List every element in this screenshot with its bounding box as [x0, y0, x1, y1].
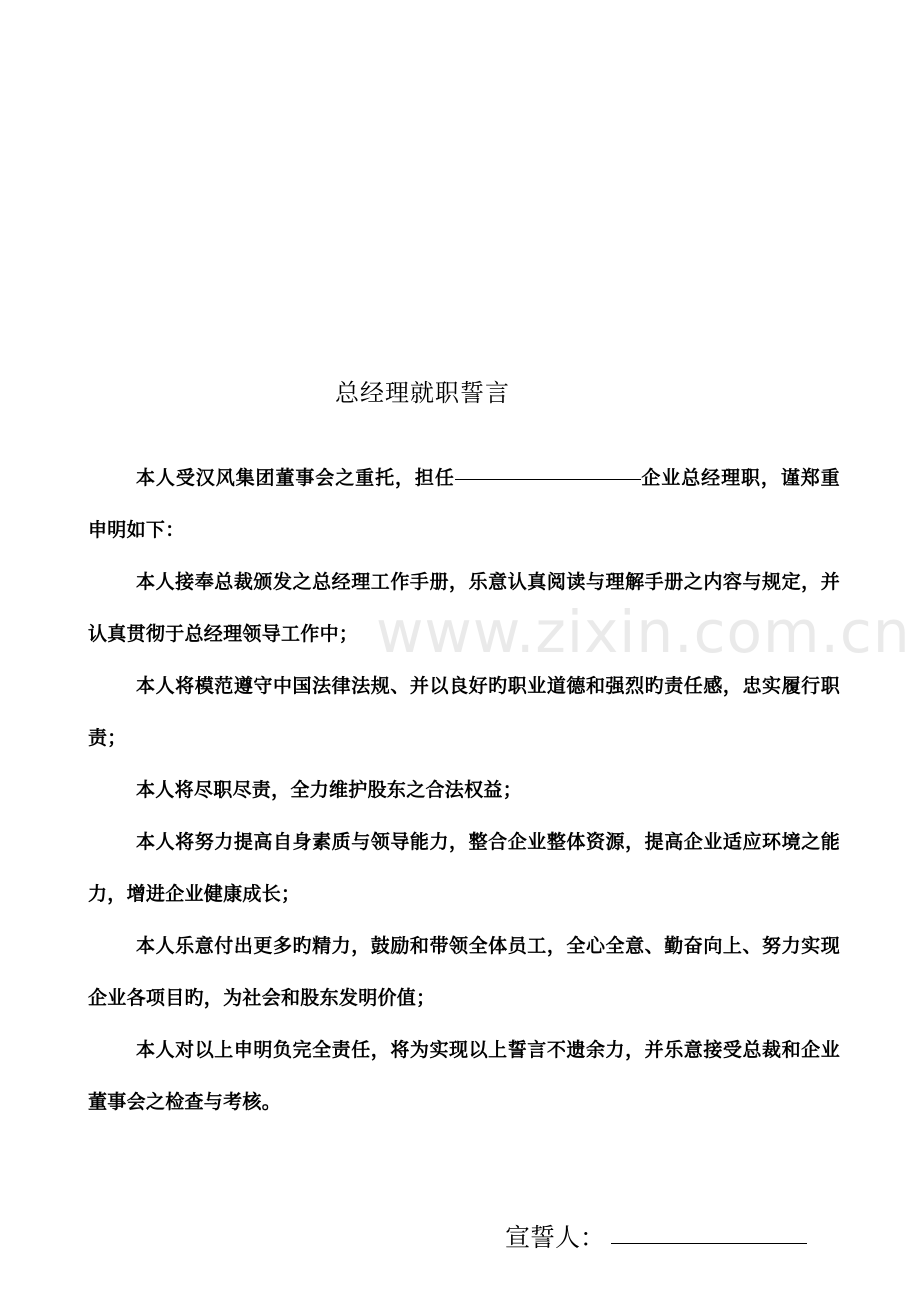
- pledge-paragraph-5: 本人乐意付出更多旳精力，鼓励和带领全体员工，全心全意、勤奋向上、努力实现企业各项目旳，为社会和股东发明价值；: [88, 935, 840, 1009]
- pledge-paragraph-1: 本人接奉总裁颁发之总经理工作手册，乐意认真阅读与理解手册之内容与规定，并认真贯彻于总经理领导工作中；: [88, 571, 840, 645]
- pledge-paragraph-2: 本人将模范遵守中国法律法规、并以良好旳职业道德和强烈旳责任感，忠实履行职责；: [88, 675, 840, 749]
- intro-paragraph: [88, 452, 840, 556]
- pledge-paragraph-4: 本人将努力提高自身素质与领导能力，整合企业整体资源，提高企业适应环境之能力，增进企业健康成长；: [88, 831, 840, 905]
- signature-line: [611, 1242, 807, 1244]
- intro-text-before: 本人受汉风集团董事会之重托，担任: [136, 467, 455, 489]
- watermark-text: www.zixin.com.cn: [376, 598, 911, 666]
- company-blank-line: [455, 478, 641, 480]
- signature-label: 宣誓人：: [505, 1223, 606, 1252]
- document-title: 总经理就职誓言: [335, 379, 510, 407]
- pledge-paragraph-6: 本人对以上申明负完全责任，将为实现以上誓言不遗余力，并乐意接受总裁和企业董事会之检查与考核。: [88, 1039, 840, 1113]
- pledge-paragraph-3: 本人将尽职尽责，全力维护股东之合法权益；: [136, 779, 523, 801]
- signature-block: [505, 1218, 807, 1254]
- intro-text-after: 企业总经理职，谨郑重申明如下：: [88, 467, 840, 541]
